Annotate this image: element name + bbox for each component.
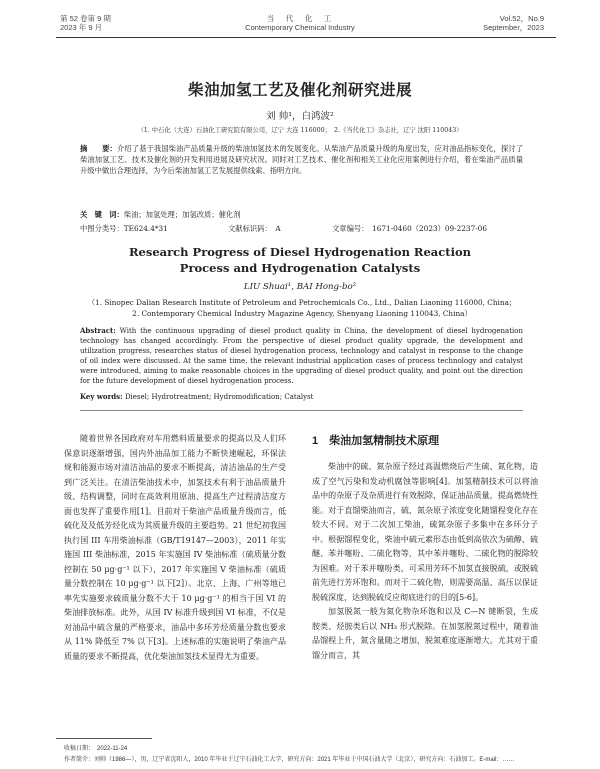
- section-1-heading: 1 柴油加氢精制技术原理: [312, 435, 440, 447]
- keywords-cn: [80, 210, 523, 220]
- authors-en: LIU Shuai¹, BAI Hong-bo²: [243, 282, 357, 292]
- keywords-en-label: Key words:: [80, 392, 123, 401]
- section-divider: [80, 410, 523, 411]
- body-right-column: [312, 460, 538, 663]
- footnote-rule: [56, 738, 152, 739]
- title-cn: 柴油加氢工艺及催化剂研究进展: [187, 80, 412, 99]
- keywords-cn-text: 柴油；加氢处理；加氢改质；催化剂: [123, 210, 241, 219]
- keywords-en: [80, 392, 523, 401]
- intro-paragraph: 随着世界各国政府对车用燃料质量要求的提高以及人们环保意识逐渐增强，国内外油品加工能力不断快速崛起，环保法规和能源市场对清洁油品的要求不断提高，清洁油品的生产受到广泛关注。在清洁柴油技术中，加氢技术有利于油品质量升级、结构调整，同时在高效利用原油、提高生产过程清洁度方面也发挥了重要作用[1]。目前对于柴油产品质量升级而言，低硫化及及低芳烃化成为其质量升级的主要趋势。21 世纪初我国执行国 III 车用柴油标准（GB/T19147—2003），2011 年实施国 III 柴油标准，2015 年实施国 IV 柴油标准（硫质量分数控制在 50 μg·g⁻¹ 以下），2017 年实施国 V 柴油标准（硫质量分数控制在 10 μg·g⁻¹ 以下[2]）。北京、上海、广州等地已率先实施要求硫质量分数不大于 10 μg·g⁻¹ 的相当于国 VI 的柴油排放标准。此外，从国 IV 标准升级到国 VI 标准，不仅是对油品中硫含量的严格要求，油品中多环芳烃质量分数也要求从 11% 降低至 7% 以下[3]。上述标准的实施说明了柴油产品质量的要求不断提高，优化柴油加氢技术显得尤为重要。: [64, 434, 286, 661]
- abstract-en: [80, 326, 523, 386]
- header-rule: [56, 37, 556, 38]
- title-en: Research Progress of Diesel Hydrogenation Reaction Process and Hydrogenation Catalysts: [129, 245, 471, 275]
- section-1-paragraph-2: 加氢脱氮一般为氮化物杂环饱和以及 C—N 键断裂，生成胺类、烃胺类后以 NH₃ 形式脱除。在加氢脱氮过程中，随着油品馏程上升，氮含量随之增加，脱氮难度逐渐增大。尤其对于重馏分而言，其: [312, 607, 538, 660]
- abstract-cn-text: 介绍了基于我国柴油产品质量升级的柴油加氢技术的发展变化。从柴油产品质量升级的角度出发，应对油品指标变化，探讨了柴油加氢工艺、技术及催化剂的开发利用进展及研究状况。同时对工艺技术、催化剂和相关工业化应用案例进行介绍，着在柴油产品质量升级中做出合理选择，为今后柴油加氢工艺发展提供线索、指明方向。: [80, 144, 524, 175]
- abstract-en-label: Abstract:: [80, 326, 116, 335]
- abstract-cn: [80, 143, 523, 176]
- abstract-en-text: With the continuous upgrading of diesel product quality in China, the development of diesel hydrogenation technology has changed accordingly. From the perspective of diesel product quality upgrade, the development and utilization progress, researches status of diesel hydrogenation process, technology and catalyst in response to the change of oil index were discussed. At the same time, the relevant industrial application cases of process technology and catalyst were introduced, aiming to make reasonable choices in the upgrading of diesel product quality, and point out the direction for the future development of diesel hydrogenation process.: [80, 327, 523, 385]
- authors-cn: 刘 帅¹，白鸿波²: [266, 111, 334, 122]
- clc-number: 中图分类号：TE624.4*31: [80, 224, 168, 233]
- article-number: 文章编号： 1671-0460（2023）09-2237-06: [332, 224, 487, 233]
- journal-issue-en: Vol.52，No.9 September，2023: [483, 14, 544, 32]
- document-code: 文献标识码： A: [228, 224, 281, 233]
- keywords-en-text: Diesel; Hydrotreatment; Hydromodification; Catalyst: [124, 393, 314, 401]
- keywords-cn-label: 关 键 词：: [80, 210, 124, 219]
- abstract-cn-label: 摘 要：: [80, 144, 117, 153]
- author-bio: 作者简介：刘帅（1986—），男，辽宁省沈阳人，2010 年毕业于辽宁石油化工大学，研究方向：2021 年毕业于中国石油大学（北京），研究方向：石油加工。E-mail：……: [64, 757, 515, 763]
- section-1-paragraph-1: 柴油中的硫、氮杂原子经过高温燃烧后产生硫、氮化物，造成了空气污染和发动机腐蚀等影响[4]。加氢精制技术可以将油品中的杂原子及杂质进行有效脱除，保证油品质量，提高燃烧性能。对于直馏柴油而言，硫、氮杂原子浓度变化随馏程变化存在较大不同。对于二次加工柴油，硫氮杂原子多集中在多环分子中。根据馏程变化，柴油中硫元素形态由低到高依次为硫醇、硫醚、苯并噻吩、二硫化物等，其中苯并噻吩、二硫化物的脱除较为困难。对于苯并噻吩类，可采用芳环不加氢直接脱硫，或脱硫前先进行芳环饱和。而对于二硫化物，则需要高温、高压以保证脱硫深度，达到脱硫反应彻底进行的目的[5-6]。: [312, 462, 538, 602]
- journal-issue-cn: 第 52 卷第 9 期 2023 年 9 月: [60, 14, 111, 32]
- received-date: 收稿日期： 2022-11-24: [64, 746, 128, 752]
- affiliation-cn: （1. 中石化（大连）石油化工研究院有限公司，辽宁 大连 116000； 2.《当代化工》杂志社，辽宁 沈阳 110043）: [137, 127, 463, 134]
- journal-name: 当 代 化 工 Contemporary Chemical Industry: [245, 14, 355, 32]
- affiliation-en: （1. Sinopec Dalian Research Institute of Petroleum and Petrochemicals Co., Ltd., Dalian Liaoning 116000, China； 2. Contemporary Chemical Industry Magazine Agency, Shenyang Liaoning 110043, China）: [87, 298, 517, 318]
- body-left-column: [64, 432, 286, 664]
